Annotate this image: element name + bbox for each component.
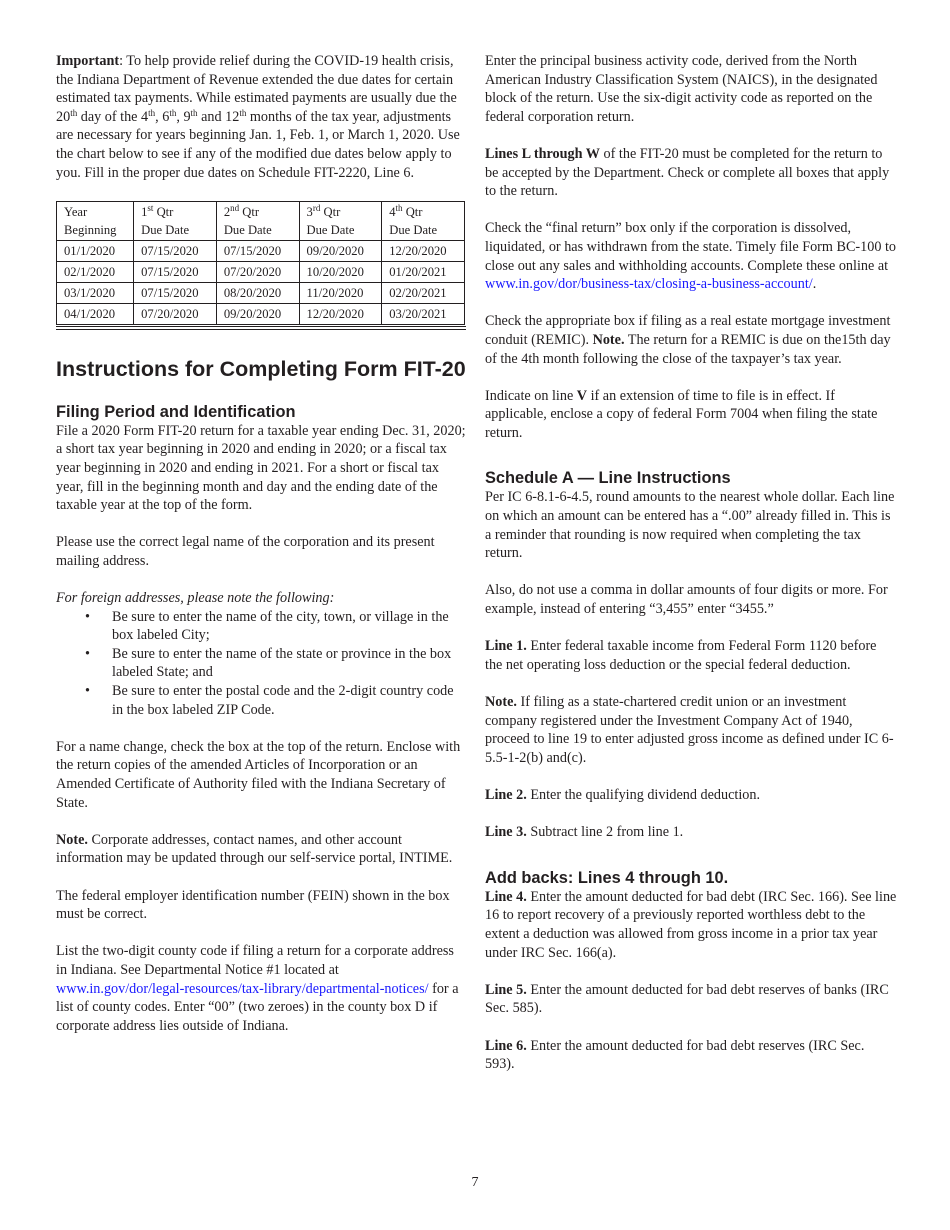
paragraph-remic: Check the appropriate box if filing as a real estate mortgage investment conduit (REMIC). Note. The return for a REMIC is due on the15th day of the 4th month following the close of the taxpayer’s tax year. — [485, 313, 891, 367]
paragraph-lines-l-w: Lines L through W of the FIT-20 must be completed for the return to be accepted by the Department. Check or complete all boxes that apply to the return. — [485, 145, 890, 200]
left-column — [56, 52, 466, 1054]
paragraph-name-change: For a name change, check the box at the top of the return. Enclose with the return copies of the amended Articles of Incorporation or an Amended Certificate of Authority filed with the Indiana Secretary of State. — [56, 738, 461, 811]
paragraph-line-6: Line 6. Enter the amount deducted for bad debt reserves (IRC Sec. 593). — [485, 1037, 865, 1073]
table-header-cell: 3rd Qtr Due Date — [299, 201, 382, 240]
paragraph-rounding: Per IC 6-8.1-6-4.5, round amounts to the nearest whole dollar. Each line on which an amount can be entered has a “.00” already filled in. This is a reminder that rounding is now required when completing the tax return. — [485, 489, 895, 562]
section-heading-schedule-a: Schedule A — Line Instructions — [485, 469, 731, 488]
table-cell: 07/15/2020 — [216, 240, 299, 261]
page-title: Instructions for Completing Form FIT-20 — [56, 356, 466, 381]
bullet-icon: • — [85, 608, 90, 625]
closing-business-account-link[interactable]: www.in.gov/dor/business-tax/closing-a-business-account/ — [485, 276, 813, 293]
foreign-address-list — [56, 608, 466, 720]
table-cell: 09/20/2020 — [216, 303, 299, 324]
paragraph-final-return: Check the “final return” box only if the corporation is dissolved, liquidated, or has withdrawn from the state. Timely file Form BC-100 to close out any sales and withholding accounts. Complete these online at www.in.gov/dor/business-tax/closing-a-business-account/. — [485, 220, 897, 293]
table-cell: 12/20/2020 — [382, 240, 465, 261]
paragraph-line-4: Line 4. Enter the amount deducted for bad debt (IRC Sec. 166). See line 16 to report recovery of a previously reported worthless debt to the extent a deduction was allowed from gross income in a prior tax year under IRC Sec. 166(a). — [485, 888, 897, 961]
table-header-row — [57, 201, 465, 240]
table-cell: 02/20/2021 — [382, 282, 465, 303]
foreign-intro: For foreign addresses, please note the following: — [56, 590, 335, 607]
table-header-cell: Year Beginning — [57, 201, 134, 240]
table-cell: 12/20/2020 — [299, 303, 382, 324]
important-label: Important — [56, 53, 120, 69]
table-cell: 07/20/2020 — [216, 261, 299, 282]
due-date-table — [56, 201, 465, 325]
table-header-cell: 4th Qtr Due Date — [382, 201, 465, 240]
table-cell: 11/20/2020 — [299, 282, 382, 303]
bullet-icon: • — [85, 645, 90, 662]
table-cell: 03/1/2020 — [57, 282, 134, 303]
paragraph-extension: Indicate on line V if an extension of time to file is in effect. If applicable, enclose a copy of federal Form 7004 when filing the state return. — [485, 387, 878, 441]
table-cell: 10/20/2020 — [299, 261, 382, 282]
table-row — [57, 261, 465, 282]
table-cell: 02/1/2020 — [57, 261, 134, 282]
table-cell: 09/20/2020 — [299, 240, 382, 261]
paragraph-line-2: Line 2. Enter the qualifying dividend deduction. — [485, 786, 761, 803]
table-double-rule — [56, 326, 466, 330]
table-header-cell: 2nd Qtr Due Date — [216, 201, 299, 240]
bullet-icon: • — [85, 683, 90, 700]
paragraph-line-3: Line 3. Subtract line 2 from line 1. — [485, 824, 684, 841]
table-header-cell: 1st Qtr Due Date — [134, 201, 217, 240]
paragraph-line-1: Line 1. Enter federal taxable income from Federal Form 1120 before the net operating loss deduction or the special federal deduction. — [485, 638, 877, 673]
table-cell: 01/1/2020 — [57, 240, 134, 261]
paragraph-note-credit-union: Note. If filing as a state-chartered credit union or an investment company registered under the Investment Company Act of 1940, proceed to line 19 to enter adjusted gross income as defined under IC 6-5.5-1-2(b) and(c). — [485, 694, 894, 766]
paragraph-fein: The federal employer identification number (FEIN) shown in the box must be correct. — [56, 887, 450, 923]
paragraph-note-intime: Note. Corporate addresses, contact names, and other account information may be updated through our self-service portal, INTIME. — [56, 831, 453, 867]
paragraph-comma: Also, do not use a comma in dollar amounts of four digits or more. For example, instead of entering “3,455” enter “3455.” — [485, 582, 888, 618]
table-row — [57, 303, 465, 324]
page-number: 7 — [471, 1175, 479, 1190]
table-cell: 03/20/2021 — [382, 303, 465, 324]
list-item: • Be sure to enter the name of the city, town, or village in the box labeled City; — [85, 608, 449, 644]
departmental-notices-link[interactable]: www.in.gov/dor/legal-resources/tax-library/departmental-notices/ — [56, 980, 429, 997]
section-heading-add-backs: Add backs: Lines 4 through 10. — [485, 868, 729, 887]
table-cell: 07/20/2020 — [134, 303, 217, 324]
table-row — [57, 282, 465, 303]
paragraph-county-code: List the two-digit county code if filing a return for a corporate address in Indiana. See Departmental Notice #1 located at www.in.gov/dor/legal-resources/tax-library/departmental-notices/ for a list of county codes. Enter “00” (two zeroes) in the county box D if corporate address lies outside of Indiana. — [56, 943, 459, 1034]
list-item: • Be sure to enter the postal code and the 2-digit country code in the box labeled ZIP Code. — [85, 683, 454, 718]
right-column — [485, 52, 897, 1092]
list-item: • Be sure to enter the name of the state or province in the box labeled State; and — [85, 645, 452, 681]
important-paragraph: Important: To help provide relief during the COVID-19 health crisis, the Indiana Department of Revenue extended the due dates for certain estimated tax payments. While estimated payments are usually due the 20th day of the 4th, 6th, 9th and 12th months of the tax year, adjustments are necessary for years beginning Jan. 1, Feb. 1, or March 1, 2020. Use the chart below to see if any of the modified due dates below apply to you. Fill in the proper due dates on Schedule FIT-2220, Line 6. — [56, 53, 460, 181]
paragraph-naics: Enter the principal business activity code, derived from the North American Industry Classification System (NAICS), in the designated block of the return. Use the six-digit activity code as reported on the federal corporation return. — [485, 53, 878, 125]
table-cell: 07/15/2020 — [134, 261, 217, 282]
table-cell: 08/20/2020 — [216, 282, 299, 303]
paragraph-legal-name: Please use the correct legal name of the corporation and its present mailing address. — [56, 534, 435, 569]
table-row — [57, 240, 465, 261]
table-cell: 07/15/2020 — [134, 282, 217, 303]
paragraph-filing: File a 2020 Form FIT-20 return for a taxable year ending Dec. 31, 2020; a short tax year beginning in 2020 and ending in 2020; or a fiscal tax year beginning in 2020 and ending in 2021. For a short or fiscal tax year, fill in the beginning month and day and the ending date of the taxable year at the top of the form. — [56, 422, 466, 514]
table-cell: 07/15/2020 — [134, 240, 217, 261]
table-cell: 04/1/2020 — [57, 303, 134, 324]
table-cell: 01/20/2021 — [382, 261, 465, 282]
paragraph-line-5: Line 5. Enter the amount deducted for bad debt reserves of banks (IRC Sec. 585). — [485, 981, 889, 1017]
section-heading-filing-period: Filing Period and Identification — [56, 402, 296, 421]
